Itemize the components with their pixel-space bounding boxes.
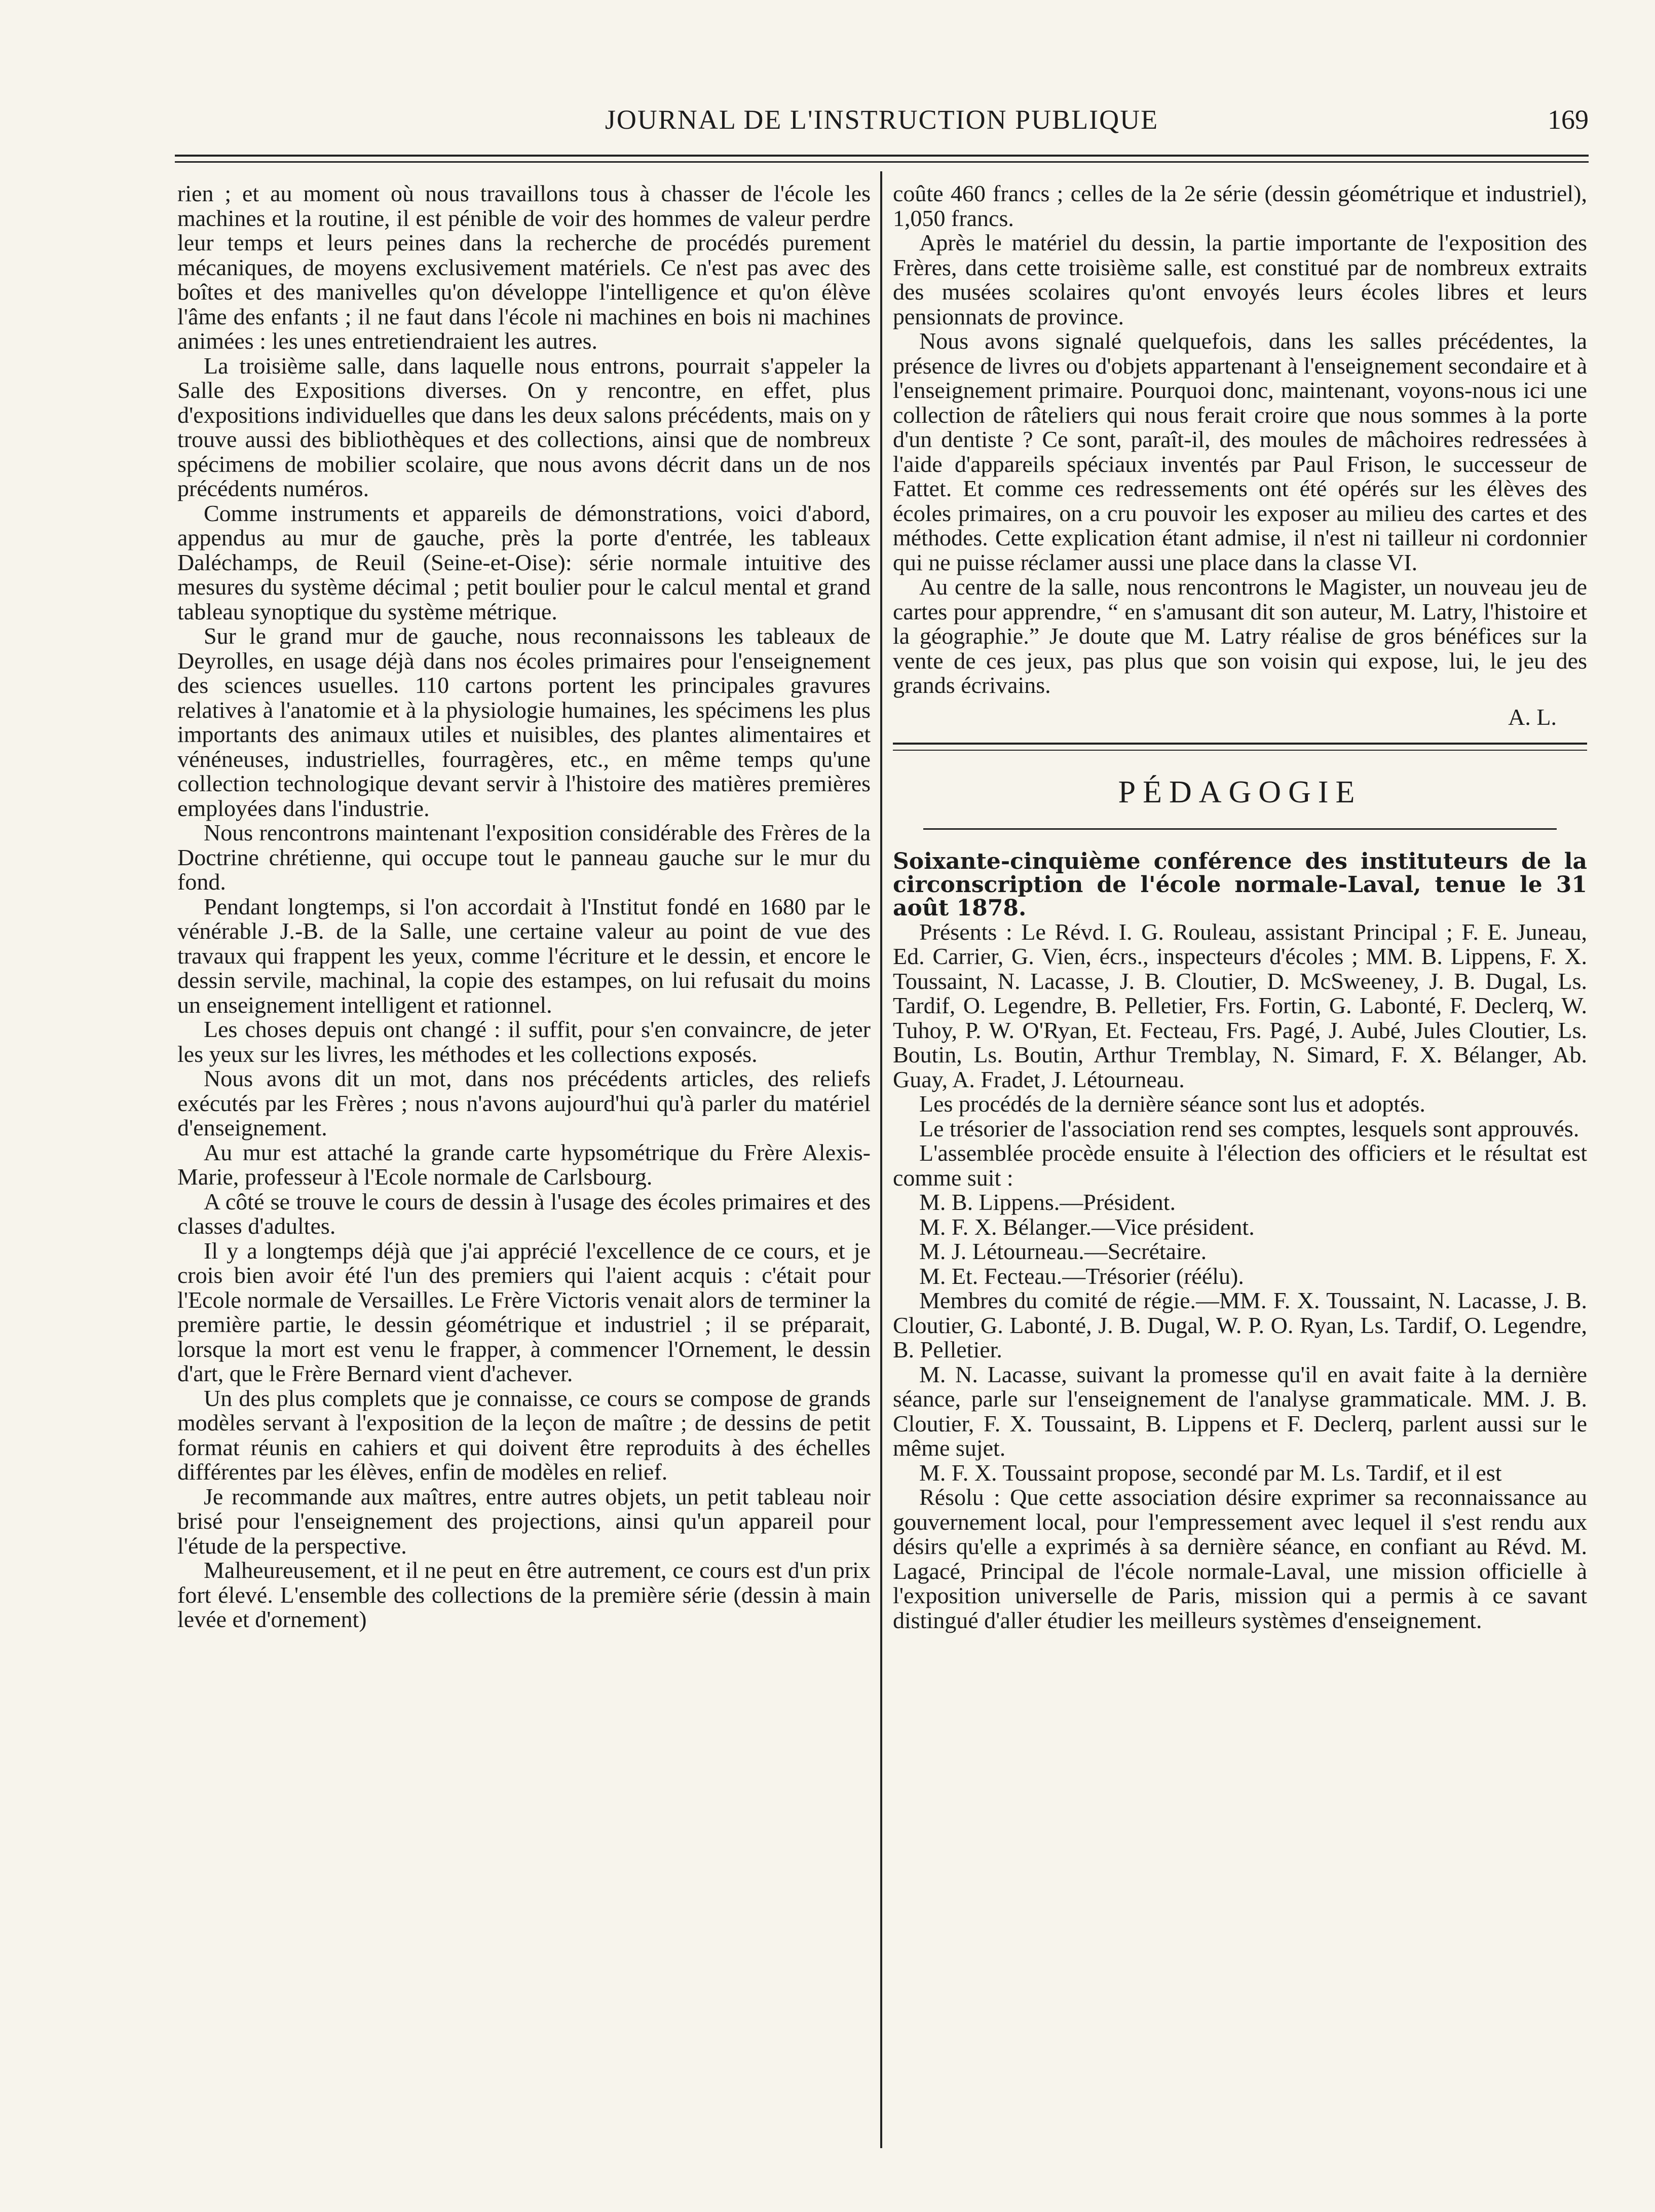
journal-title: JOURNAL DE L'INSTRUCTION PUBLIQUE: [605, 104, 1159, 135]
page-number: 169: [1548, 104, 1589, 135]
right-column: [893, 181, 1587, 1633]
paragraph: Résolu : Que cette association désire exprimer sa reconnaissance au gouvernement local, pour l'empressement avec lequel il s'est rendu aux désirs qu'elle a exprimés à sa dernière séance, en confiant au Révd. M. Lagacé, Principal de l'école normale-Laval, une mission officielle à l'exposition universelle de Paris, mission qui a permis à ce savant distingué d'aller étudier les meilleurs systèmes d'enseignement.: [893, 1484, 1587, 1633]
paragraph: Les procédés de la dernière séance sont lus et adoptés.: [919, 1091, 1425, 1117]
paragraph: rien ; et au moment où nous travaillons tous à chasser de l'école les machines et la routine, il est pénible de voir des hommes de valeur perdre leur temps et leurs peines dans la recherche de procédés purement mécaniques, de moyens exclusivement matériels. Ce n'est pas avec des boîtes et des manivelles qu'on développe l'intelligence et qu'on élève l'âme des enfants ; il ne faut dans l'école ni machines en bois ni machines animées : les unes entretiendraient les autres.: [177, 180, 871, 354]
paragraph: Au centre de la salle, nous rencontrons le Magister, un nouveau jeu de cartes pour apprendre, “ en s'amusant dit son auteur, M. Latry, l'histoire et la géographie.” Je doute que M. Latry réalise de gros bénéfices sur la vente de ces jeux, pas plus que son voisin qui expose, lui, le jeu des grands écrivains.: [893, 574, 1587, 698]
paragraph: coûte 460 francs ; celles de la 2e série (dessin géométrique et industriel), 1,050 francs.: [893, 180, 1587, 231]
officer-line: M. J. Létourneau.—Secrétaire.: [919, 1238, 1207, 1264]
paragraph: Il y a longtemps déjà que j'ai apprécié l'excellence de ce cours, et je crois bien avoir été l'un des premiers qui l'aient acquis : c'était pour l'Ecole normale de Versailles. Le Frère Victoris venait alors de terminer la première partie, le dessin géométrique et industriel ; il se préparait, lorsque la mort est venu le frapper, à commencer l'Ornement, le dessin d'art, que le Frère Bernard vient d'achever.: [177, 1237, 871, 1386]
paragraph: Malheureusement, et il ne peut en être autrement, ce cours est d'un prix fort élevé. L'ensemble des collections de la première série (dessin à main levée et d'ornement): [177, 1557, 871, 1632]
paragraph: Au mur est attaché la grande carte hypsométrique du Frère Alexis-Marie, professeur à l'Ecole normale de Carlsbourg.: [177, 1139, 871, 1190]
section-rule-thin: [923, 828, 1557, 830]
paragraph: Comme instruments et appareils de démonstrations, voici d'abord, appendus au mur de gauche, près la porte d'entrée, les tableaux Daléchamps, de Reuil (Seine-et-Oise): série normale intuitive des mesures du système décimal ; petit boulier pour le calcul mental et grand tableau synoptique du système métrique.: [177, 500, 871, 624]
officer-line: M. F. X. Bélanger.—Vice président.: [919, 1213, 1255, 1240]
paragraph: Membres du comité de régie.—MM. F. X. Toussaint, N. Lacasse, J. B. Cloutier, G. Labonté, J. B. Dugal, W. P. O. Ryan, Ls. Tardif, O. Legendre, B. Pelletier.: [893, 1287, 1587, 1362]
paragraph: M. N. Lacasse, suivant la promesse qu'il en avait faite à la dernière séance, parle sur l'enseignement de l'analyse grammaticale. MM. J. B. Cloutier, F. X. Toussaint, B. Lippens et F. Declerq, parlent aussi sur le même sujet.: [893, 1361, 1587, 1461]
officer-line: M. Et. Fecteau.—Trésorier (réélu).: [919, 1263, 1244, 1289]
header-rule: [175, 155, 1589, 163]
paragraph: Présents : Le Révd. I. G. Rouleau, assistant Principal ; F. E. Juneau, Ed. Carrier, G. Vien, écrs., inspecteurs d'écoles ; MM. B. Lippens, F. X. Toussaint, N. Lacasse, J. B. Cloutier, D. McSweeney, J. B. Dugal, Ls. Tardif, O. Legendre, B. Pelletier, Frs. Fortin, G. Labonté, F. Declerq, W. Tuhoy, P. W. O'Ryan, Et. Fecteau, Frs. Pagé, J. Aubé, Jules Cloutier, Ls. Boutin, Ls. Boutin, Arthur Tremblay, N. Simard, F. X. Bélanger, Ab. Guay, A. Fradet, J. Létourneau.: [893, 918, 1587, 1092]
paragraph: A côté se trouve le cours de dessin à l'usage des écoles primaires et des classes d'adultes.: [177, 1188, 871, 1239]
paragraph: Un des plus complets que je connaisse, ce cours se compose de grands modèles servant à l'exposition de la leçon de maître ; de dessins de petit format réunis en cahiers et qui doivent être reproduits à des échelles différentes par les élèves, enfin de modèles en relief.: [177, 1385, 871, 1485]
paragraph: Je recommande aux maîtres, entre autres objets, un petit tableau noir brisé pour l'enseignement des projections, ainsi qu'un appareil pour l'étude de la perspective.: [177, 1483, 871, 1559]
paragraph: Nous avons dit un mot, dans nos précédents articles, des reliefs exécutés par les Frères ; nous n'avons aujourd'hui qu'à parler du matériel d'enseignement.: [177, 1065, 871, 1140]
paragraph: M. F. X. Toussaint propose, secondé par M. Ls. Tardif, et il est: [919, 1459, 1502, 1486]
paragraph: Nous avons signalé quelquefois, dans les salles précédentes, la présence de livres ou d'objets appartenant à l'enseignement secondaire et à l'enseignement primaire. Pourquoi donc, maintenant, voyons-nous ici une collection de râteliers qui nous ferait croire que nous sommes à la porte d'un dentiste ? Ce sont, paraît-il, des moules de mâchoires redressées à l'aide d'appareils spéciaux inventés par Paul Frison, le successeur de Fattet. Et comme ces redressements ont été opérés sur les élèves des écoles primaires, on a cru pouvoir les exposer au milieu des cartes et des méthodes. Cette explication étant admise, il n'est ni tailleur ni cordonnier qui ne puisse réclamer aussi une place dans la classe VI.: [893, 328, 1587, 575]
paragraph: Pendant longtemps, si l'on accordait à l'Institut fondé en 1680 par le vénérable J.-B. de la Salle, une certaine valeur au point de vue des travaux qui frappent les yeux, comme l'écriture et le dessin, et encore le dessin servile, machinal, la copie des estampes, on lui refusait du moins un enseignement intelligent et rationnel.: [177, 893, 871, 1018]
article-signature: A. L.: [1508, 704, 1557, 730]
paragraph: Le trésorier de l'association rend ses comptes, lesquels sont approuvés.: [919, 1115, 1579, 1141]
paragraph: Après le matériel du dessin, la partie importante de l'exposition des Frères, dans cette troisième salle, est constitué par de nombreux extraits des musées scolaires qu'ont envoyés leurs écoles libres et leurs pensionnats de province.: [893, 230, 1587, 329]
paragraph: L'assemblée procède ensuite à l'élection des officiers et le résultat est comme suit :: [893, 1140, 1587, 1191]
section-title: PÉDAGOGIE: [1118, 775, 1362, 809]
page-header: [175, 99, 1589, 144]
officer-line: M. B. Lippens.—Président.: [919, 1189, 1176, 1215]
column-divider: [880, 171, 882, 2148]
paragraph: Sur le grand mur de gauche, nous reconnaissons les tableaux de Deyrolles, en usage déjà dans nos écoles primaires pour l'enseignement des sciences usuelles. 110 cartons portent les principales gravures relatives à l'anatomie et à la physiologie humaines, les spécimens les plus importants des animaux utiles et nuisibles, des plantes alimentaires et vénéneuses, industrielles, fourragères, etc., en même temps qu'une collection technologique devant servir à l'histoire des matières premières employées dans l'industrie.: [177, 623, 871, 821]
section-rule: [893, 743, 1587, 751]
left-column: [177, 181, 871, 1632]
paragraph: Nous rencontrons maintenant l'exposition considérable des Frères de la Doctrine chrétienne, qui occupe tout le panneau gauche sur le mur du fond.: [177, 820, 871, 895]
conference-title: Soixante-cinquième conférence des instituteurs de la circonscription de l'école normale-Laval, tenue le 31 août 1878.: [893, 848, 1587, 921]
paragraph: La troisième salle, dans laquelle nous entrons, pourrait s'appeler la Salle des Expositions diverses. On y rencontre, en effet, plus d'expositions individuelles que dans les deux salons précédents, mais on y trouve aussi des bibliothèques et des collections, ainsi que de nombreux spécimens de mobilier scolaire, que nous avons décrit dans un de nos précédents numéros.: [177, 352, 871, 501]
paragraph: Les choses depuis ont changé : il suffit, pour s'en convaincre, de jeter les yeux sur les livres, les méthodes et les collections exposés.: [177, 1016, 871, 1067]
